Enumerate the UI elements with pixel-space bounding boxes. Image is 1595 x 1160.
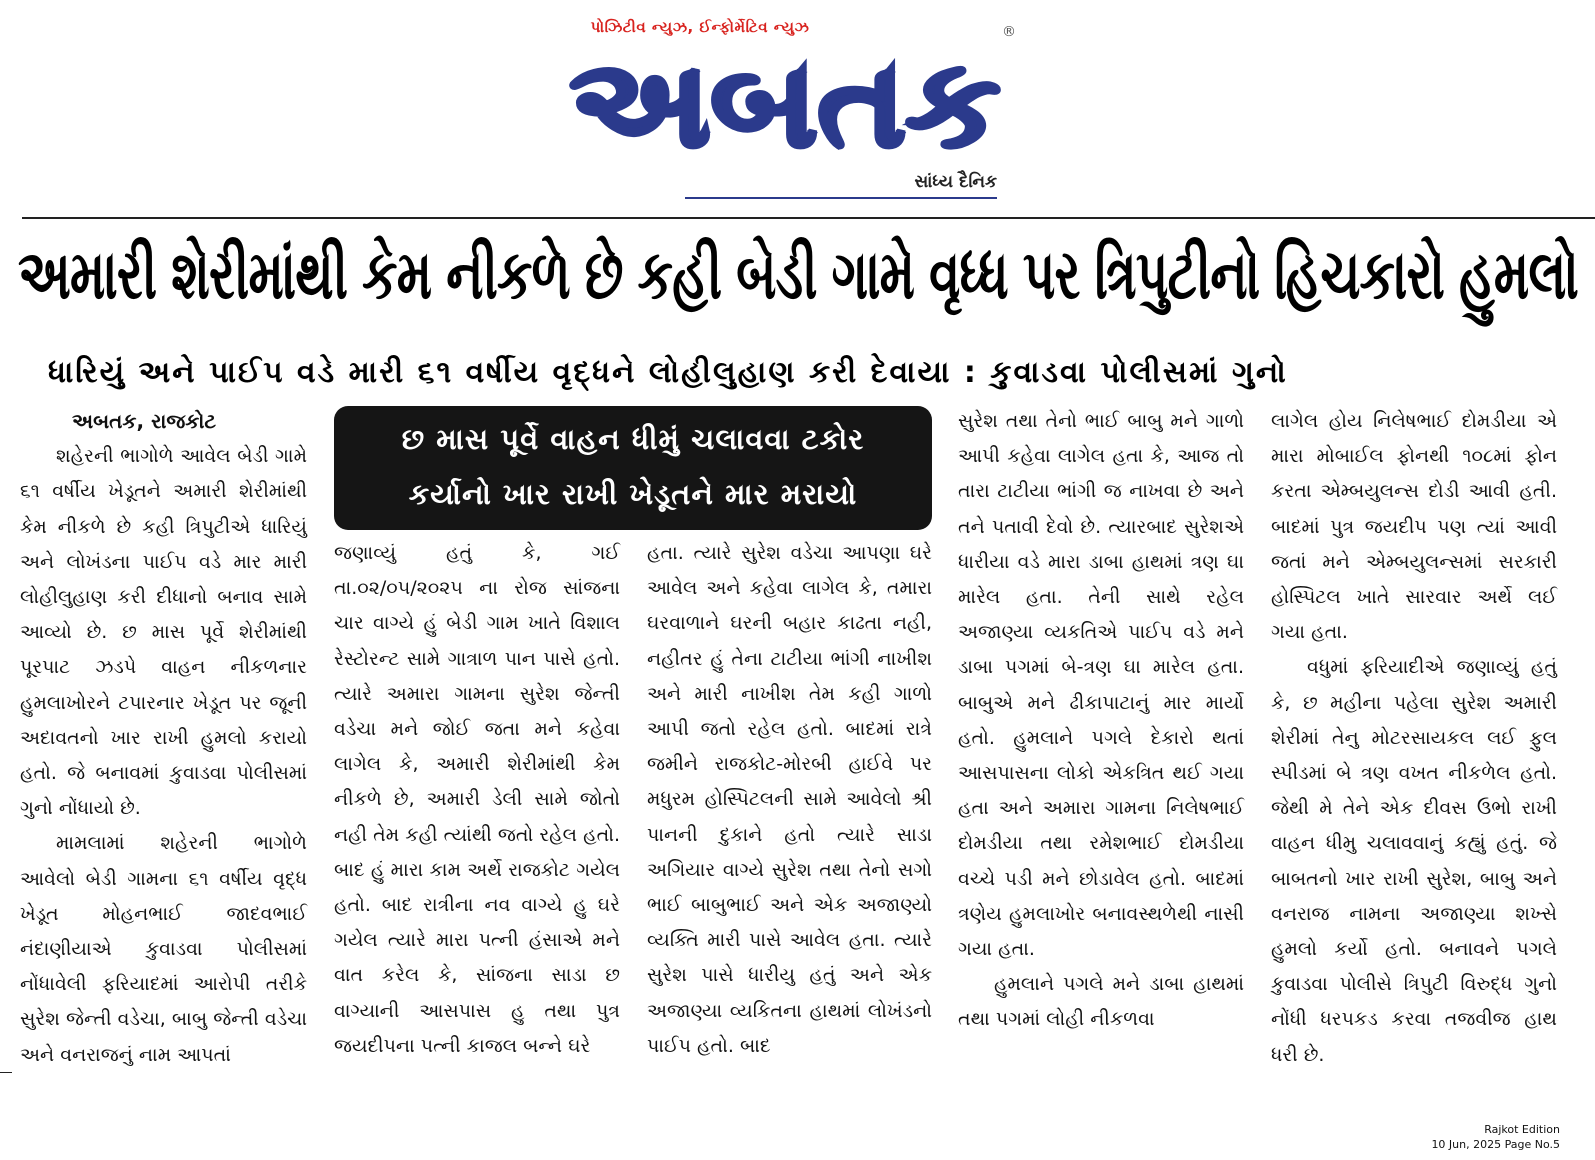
column-5-paragraph-1: લાગેલ હોય નિલેષભાઈ દોમડીયા એ મારા મોબાઈલ ફોનથી ૧૦૮માં ફોન કરતા એમ્બયુલન્સ દોડી આવી હતી. બાદમાં પુત્ર જયદીપ પણ ત્યાં આવી જતાં મને એમ્બયુલન્સમાં સરકારી હોસ્પિટલ ખાતે સારવાર અર્થે લઈ ગયા હતા. <box>1271 410 1557 644</box>
highlight-callout-box <box>334 406 932 530</box>
article-subheadline: ધારિયું અને પાઈપ વડે મારી ૬૧ વર્ષીય વૃદ્ધને લોહીલુહાણ કરી દેવાયા : કુવાડવા પોલીસમાં ગુનો <box>48 355 1288 390</box>
newspaper-logo[interactable] <box>565 43 1005 161</box>
column-1-paragraph-1: શહેરની ભાગોળે આવેલ બેડી ગામે ૬૧ વર્ષીય ખેડૂતને અમારી શેરીમાંથી કેમ નીકળે છે કહી ત્રિપુટીએ ધારિયું અને લોખંડના પાઈપ વડે માર મારી લોહીલુહાણ કરી દીધાનો બનાવ સામે આવ્યો છે. છ માસ પૂર્વે શેરીમાંથી પૂરપાટ ઝડપે વાહન નીકળનાર હુમલાખોરને ટપારનાર ખેડૂત પર જૂની અદાવતનો ખાર રાખી હુમલો કરાયો હતો. જે બનાવમાં કુવાડવા પોલીસમાં ગુનો નોંધાયો છે. <box>20 445 307 820</box>
column-1-paragraph-2: મામલામાં શહેરની ભાગોળે આવેલો બેડી ગામના ૬૧ વર્ષીય વૃદ્ધ ખેડૂત મોહનભાઈ જાદવભાઈ નંદાણીયાએ કુવાડવા પોલીસમાં નોંધાવેલી ફરિયાદમાં આરોપી તરીકે સુરેશ જેન્તી વડેચા, બાબુ જેન્તી વડેચા અને વનરાજનું નામ આપતાં <box>20 832 307 1066</box>
crop-mark <box>0 1072 12 1073</box>
column-4-paragraph-2: હુમલાને પગલે મને ડાબા હાથમાં તથા પગમાં લોહી નીકળવા <box>958 973 1244 1031</box>
dateline: અબતક, રાજકોટ <box>72 409 217 433</box>
footer-date-page: 10 Jun, 2025 Page No.5 <box>1431 1138 1560 1151</box>
callout-line-2: કર્યાનો ખાર રાખી ખેડૂતને માર મરાયો <box>408 477 858 511</box>
article-column-5 <box>1271 404 1557 1073</box>
column-4-paragraph-1: સુરેશ તથા તેનો ભાઈ બાબુ મને ગાળો આપી કહેવા લાગેલ હતા કે, આજ તો તારા ટાટીયા ભાંગી જ નાખવા છે અને તને પતાવી દેવો છે. ત્યારબાદ સુરેશએ ધારીયા વડે મારા ડાબા હાથમાં ત્રણ ઘા મારેલ હતા. તેની સાથે રહેલ અજાણ્યા વ્યકતિએ પાઈપ વડે મને ડાબા પગમાં બે-ત્રણ ઘા મારેલ હતા. બાબુએ મને ઢીકાપાટાનું માર માર્યો હતો. હુમલાને પગલે દેકારો થતાં આસપાસના લોકો એકત્રિત થઈ ગયા હતા અને અમારા ગામના નિલેષભાઈ દોમડીયા તથા રમેશભાઈ દોમડીયા વચ્ચે પડી મને છોડાવેલ હતો. બાદમાં ત્રણેય હુમલાખોર બનાવસ્થળેથી નાસી ગયા હતા. <box>958 410 1244 961</box>
article-column-3 <box>647 536 932 1064</box>
logo-wordmark <box>565 43 1005 161</box>
masthead <box>0 0 1595 210</box>
article-headline: અમારી શેરીમાંથી કેમ નીકળે છે કહી બેડી ગામે વૃધ્ધ પર ત્રિપુટીનો હિચકારો હુમલો <box>18 236 1579 315</box>
column-3-text: હતા. ત્યારે સુરેશ વડેચા આપણા ઘરે આવેલ અને કહેવા લાગેલ કે, તમારા ઘરવાળાને ઘરની બહાર કાઢતા નહી, નહીતર હું તેના ટાટીયા ભાંગી નાખીશ અને મારી નાખીશ તેમ કહી ગાળો આપી જતો રહેલ હતો. બાદમાં રાત્રે જમીને રાજકોટ-મોરબી હાઈવે પર મધુરમ હોસ્પિટલની સામે આવેલો શ્રી પાનની દુકાને હતો ત્યારે સાડા અગિયાર વાગ્યે સુરેશ તથા તેનો સગો ભાઈ બાબુભાઈ અને એક અજાણ્યો વ્યક્તિ મારી પાસે આવેલ હતા. ત્યારે સુરેશ પાસે ધારીયુ હતું અને એક અજાણ્યા વ્યકિતના હાથમાં લોખંડનો પાઈપ હતો. બાદ <box>647 542 932 1057</box>
article-column-1 <box>20 404 307 1073</box>
callout-line-1: છ માસ પૂર્વે વાહન ધીમું ચલાવવા ટકોર <box>401 422 865 456</box>
footer-edition: Rajkot Edition <box>1484 1123 1560 1136</box>
svg-text:અબતક: અબતક <box>570 43 1000 161</box>
registered-trademark: ® <box>1002 24 1016 40</box>
masthead-tagline: પોઝિટીવ ન્યુઝ, ઈન્ફોર્મેટિવ ન્યુઝ <box>590 18 810 36</box>
column-5-paragraph-2: વધુમાં ફરિયાદીએ જણાવ્યું હતું કે, છ મહીના પહેલા સુરેશ અમારી શેરીમાં તેનુ મોટરસાયકલ લઈ ફુલ સ્પીડમાં બે ત્રણ વખત નીકળેલ હતો. જેથી મે તેને એક દીવસ ઉભો રાખી વાહન ધીમુ ચલાવવાનું કહ્યું હતું. જે બાબતનો ખાર રાખી સુરેશ, બાબુ અને વનરાજ નામના અજાણ્યા શખ્સે હુમલો કર્યો હતો. બનાવને પગલે કુવાડવા પોલીસે ત્રિપુટી વિરુદ્ધ ગુનો નોંધી ધરપકડ કરવા તજવીજ હાથ ધરી છે. <box>1271 656 1557 1066</box>
masthead-divider <box>22 217 1595 219</box>
article-column-4 <box>958 404 1244 1038</box>
edition-underline <box>685 197 997 199</box>
page-footer <box>1431 1122 1560 1152</box>
article-column-2 <box>334 536 620 1064</box>
column-2-text: જણાવ્યું હતું કે, ગઈ તા.૦૨/૦૫/૨૦૨૫ ના રોજ સાંજના ચાર વાગ્યે હું બેડી ગામ ખાતે વિશાલ રેસ્ટોરન્ટ સામે ગાત્રાળ પાન પાસે હતો. ત્યારે અમારા ગામના સુરેશ જેન્તી વડેચા મને જોઈ જતા મને કહેવા લાગેલ કે, અમારી શેરીમાંથી કેમ નીકળે છે, અમારી ડેલી સામે જોતો નહી તેમ કહી ત્યાંથી જતો રહેલ હતો. બાદ હું મારા કામ અર્થે રાજકોટ ગયેલ હતો. બાદ રાત્રીના નવ વાગ્યે હુ ઘરે ગયેલ ત્યારે મારા પત્ની હંસાએ મને વાત કરેલ કે, સાંજના સાડા છ વાગ્યાની આસપાસ હુ તથા પુત્ર જયદીપના પત્ની કાજલ બન્ને ઘરે <box>334 542 620 1057</box>
edition-type: સાંધ્ય દૈનિક <box>914 172 997 192</box>
